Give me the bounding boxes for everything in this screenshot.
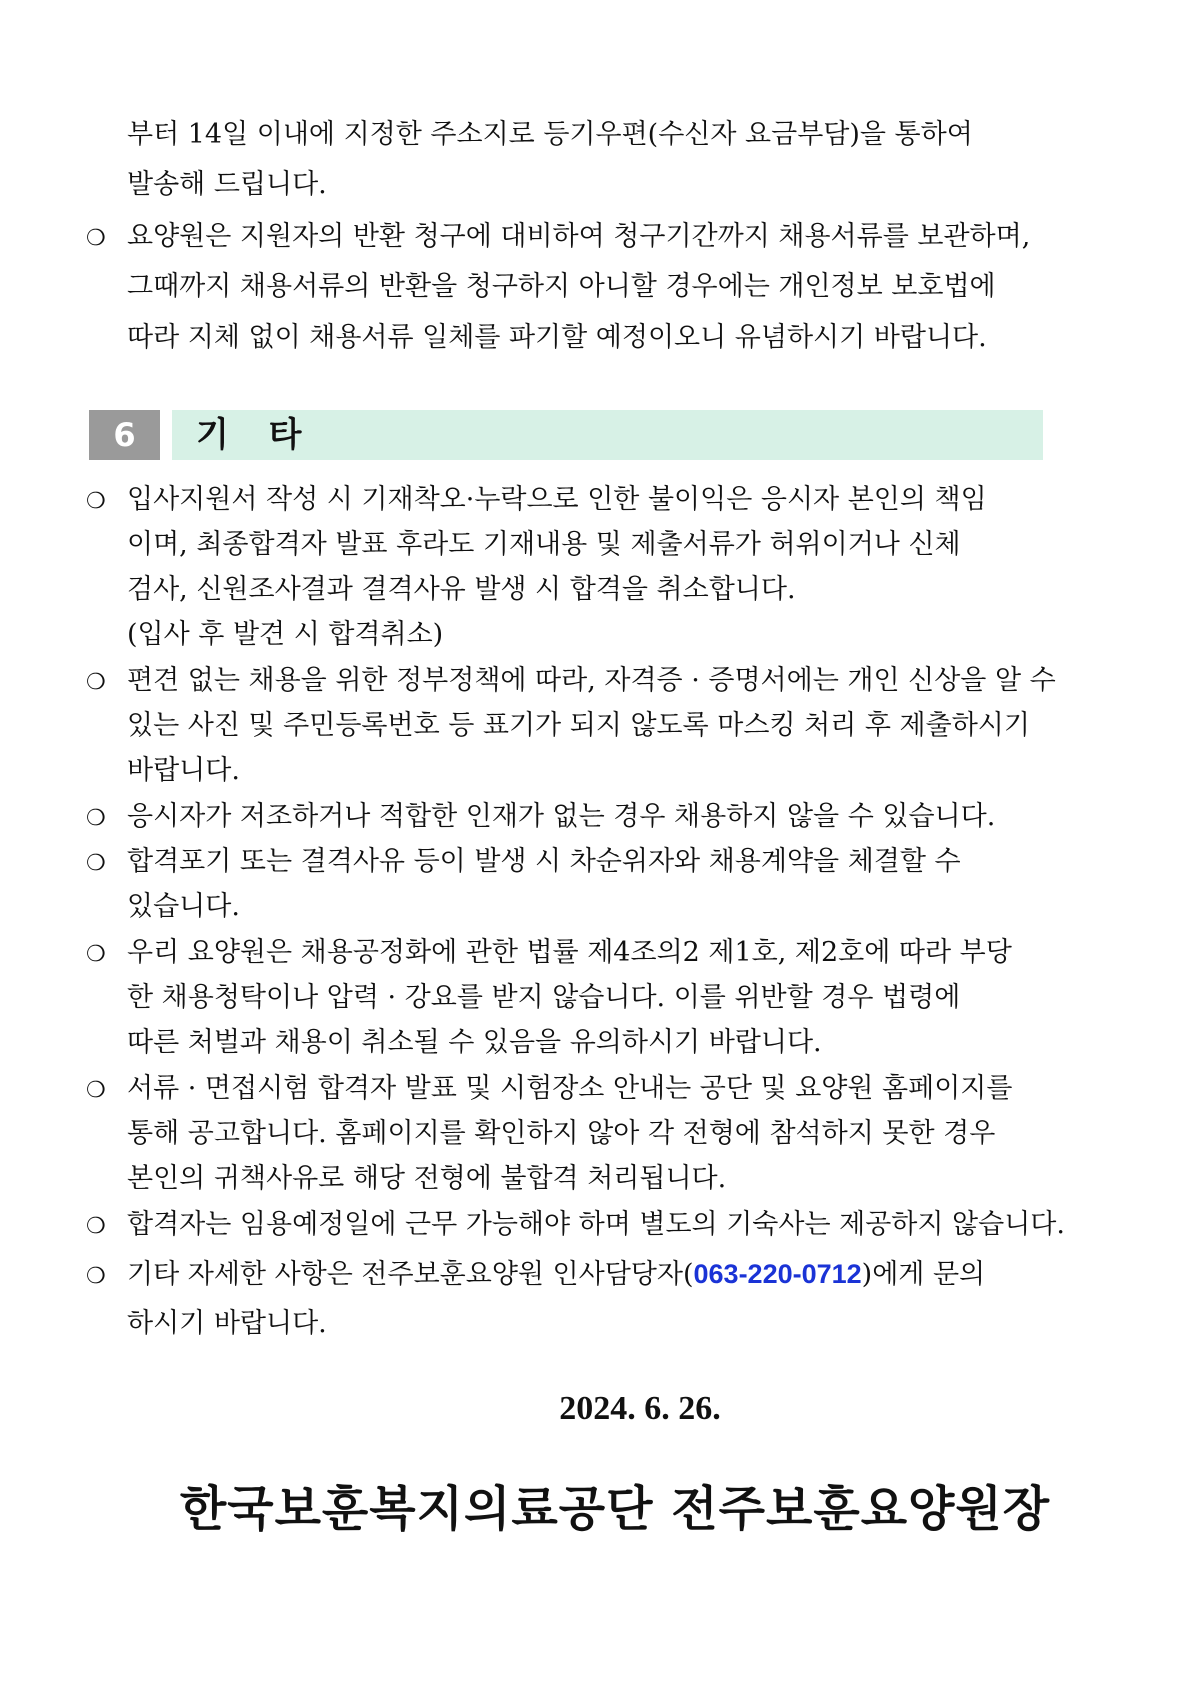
retention-line-3: 따라 지체 없이 채용서류 일체를 파기할 예정이오니 유념하시기 바랍니다.: [127, 322, 987, 353]
item-b-line-3: 바랍니다.: [127, 755, 240, 786]
item-a-line-1: ❍ 입사지원서 작성 시 기재착오·누락으로 인한 불이익은 응시자 본인의 책임: [86, 482, 987, 520]
section-number: 6: [89, 410, 160, 460]
item-f-line-1: ❍ 서류 · 면접시험 합격자 발표 및 시험장소 안내는 공단 및 요양원 홈페이지를: [86, 1071, 1012, 1109]
item-a-line-4: (입사 후 발견 시 합격취소): [127, 619, 444, 650]
item-c-line-1: ❍ 응시자가 저조하거나 적합한 인재가 없는 경우 채용하지 않을 수 있습니다.: [86, 799, 995, 837]
item-h-line-2: 하시기 바랍니다.: [127, 1308, 327, 1339]
item-f-line-3: 본인의 귀책사유로 해당 전형에 불합격 처리됩니다.: [127, 1163, 727, 1194]
bullet-icon: ❍: [86, 670, 106, 695]
bullet-icon: ❍: [86, 851, 106, 876]
contact-phone: 063-220-0712: [693, 1259, 862, 1289]
item-b-line-2: 있는 사진 및 주민등록번호 등 표기가 되지 않도록 마스킹 처리 후 제출하시기: [127, 710, 1030, 741]
item-g-line-1: ❍ 합격자는 임용예정일에 근무 가능해야 하며 별도의 기숙사는 제공하지 않습니다.: [86, 1207, 1065, 1245]
intro-line-1: 부터 14일 이내에 지정한 주소지로 등기우편(수신자 요금부담)을 통하여: [127, 119, 973, 150]
item-d-line-1: ❍ 합격포기 또는 결격사유 등이 발생 시 차순위자와 채용계약을 체결할 수: [86, 844, 961, 882]
bullet-icon: ❍: [86, 806, 106, 831]
issuer-signature: 한국보훈복지의료공단 전주보훈요양원장: [179, 1481, 1051, 1537]
section-title: 기 타: [196, 415, 316, 455]
retention-line-2: 그때까지 채용서류의 반환을 청구하지 아니할 경우에는 개인정보 보호법에: [127, 271, 996, 302]
intro-line-2: 발송해 드립니다.: [127, 169, 327, 200]
bullet-icon: ❍: [86, 1078, 106, 1103]
item-e-line-1: ❍ 우리 요양원은 채용공정화에 관한 법률 제4조의2 제1호, 제2호에 따라 부당: [86, 935, 1012, 973]
item-a-line-2: 이며, 최종합격자 발표 후라도 기재내용 및 제출서류가 허위이거나 신체: [127, 529, 961, 560]
bullet-icon: ❍: [86, 226, 106, 251]
bullet-icon: ❍: [86, 489, 106, 514]
item-d-line-2: 있습니다.: [127, 891, 240, 922]
item-b-line-1: ❍ 편견 없는 채용을 위한 정부정책에 따라, 자격증 · 증명서에는 개인 신상을 알 수: [86, 663, 1056, 701]
item-e-line-2: 한 채용청탁이나 압력 · 강요를 받지 않습니다. 이를 위반할 경우 법령에: [127, 982, 961, 1013]
bullet-icon: ❍: [86, 1214, 106, 1239]
item-h-line-1: ❍ 기타 자세한 사항은 전주보훈요양원 인사담당자(063-220-0712)에게 문의: [86, 1256, 985, 1295]
notice-date: 2024. 6. 26.: [559, 1390, 721, 1427]
item-a-line-3: 검사, 신원조사결과 결격사유 발생 시 합격을 취소합니다.: [127, 574, 796, 605]
bullet-icon: ❍: [86, 1264, 106, 1289]
item-f-line-2: 통해 공고합니다. 홈페이지를 확인하지 않아 각 전형에 참석하지 못한 경우: [127, 1118, 996, 1149]
retention-line-1: ❍ 요양원은 지원자의 반환 청구에 대비하여 청구기간까지 채용서류를 보관하며,: [86, 219, 1030, 257]
bullet-icon: ❍: [86, 942, 106, 967]
item-e-line-3: 따른 처벌과 채용이 취소될 수 있음을 유의하시기 바랍니다.: [127, 1027, 822, 1058]
